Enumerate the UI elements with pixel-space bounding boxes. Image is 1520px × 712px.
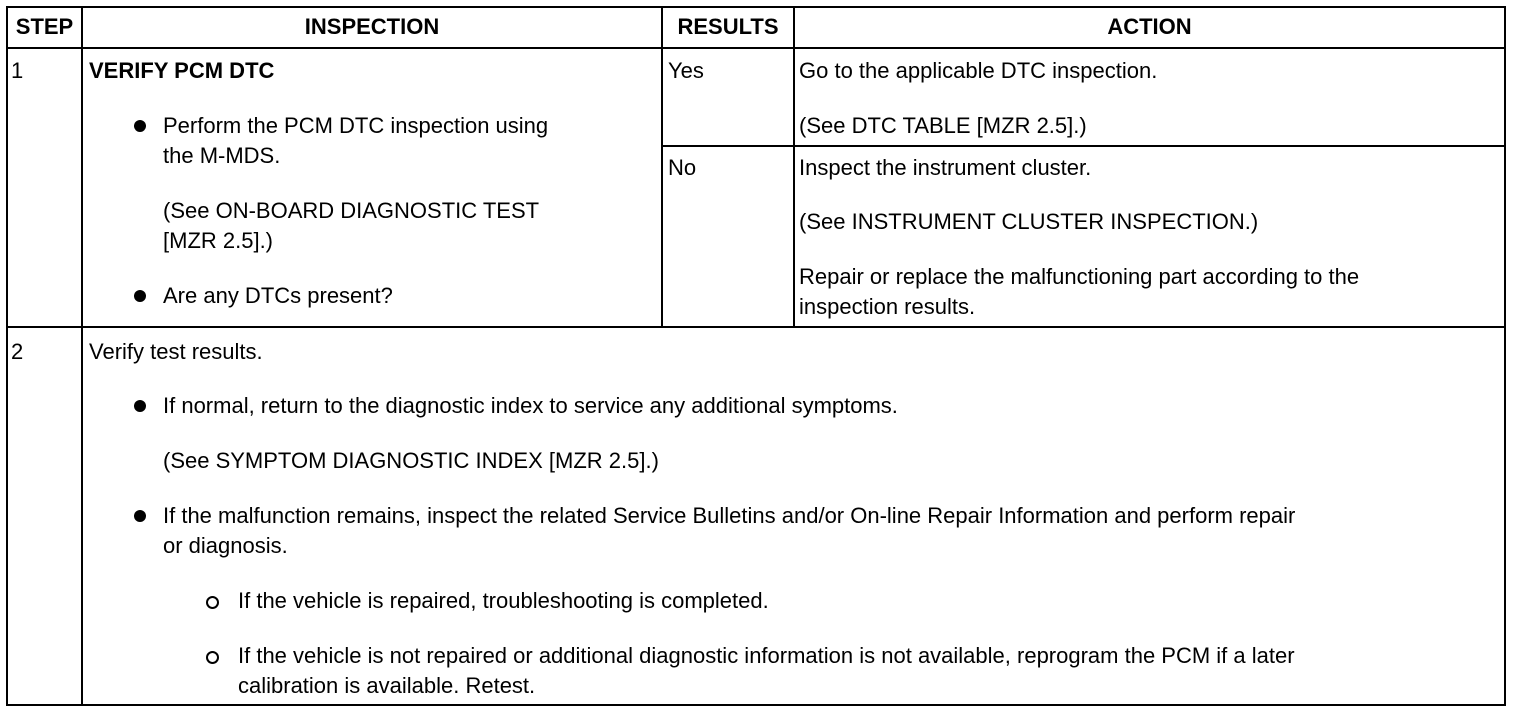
yes-action-1: Go to the applicable DTC inspection. [799,58,1158,83]
step1-title: VERIFY PCM DTC [89,58,275,83]
bullet-icon [134,290,146,302]
inspection-column-divider [661,6,663,328]
result-no: No [668,155,697,180]
header-action: ACTION [1107,14,1192,39]
step2-bullet2-line2: or diagnosis. [163,533,288,558]
step2-title: Verify test results. [89,339,263,364]
hollow-bullet-icon [206,596,219,609]
step2-bullet1: If normal, return to the diagnostic index to service any additional symptoms. [163,393,898,418]
step1-bottom-divider [6,326,1506,328]
no-action-1: Inspect the instrument cluster. [799,155,1092,180]
step1-bullet1-line1: Perform the PCM DTC inspection using [163,113,549,138]
step2-number: 2 [11,339,24,364]
bullet-icon [134,400,146,412]
yes-no-divider [661,145,1506,147]
header-results: RESULTS [677,14,779,39]
step1-ref-line2: [MZR 2.5].) [163,228,274,253]
step2-sub1: If the vehicle is repaired, troubleshooting is completed. [238,588,769,613]
step2-bullet2-line1: If the malfunction remains, inspect the related Service Bulletins and/or On-line Repair Information and perform repair [163,503,1296,528]
step1-number: 1 [11,58,24,83]
yes-action-2: (See DTC TABLE [MZR 2.5].) [799,113,1087,138]
bullet-icon [134,120,146,132]
hollow-bullet-icon [206,651,219,664]
step2-sub2-line2: calibration is available. Retest. [238,673,536,698]
header-inspection: INSPECTION [304,14,440,39]
no-action-2: (See INSTRUMENT CLUSTER INSPECTION.) [799,209,1259,234]
no-action-3-line1: Repair or replace the malfunctioning part according to the [799,264,1360,289]
step1-ref-line1: (See ON-BOARD DIAGNOSTIC TEST [163,198,540,223]
step2-sub2-line1: If the vehicle is not repaired or additional diagnostic information is not available, reprogram the PCM if a later [238,643,1295,668]
step1-bullet2: Are any DTCs present? [163,283,393,308]
header-step: STEP [15,14,74,39]
step1-bullet1-line2: the M-MDS. [163,143,281,168]
step2-ref1: (See SYMPTOM DIAGNOSTIC INDEX [MZR 2.5].) [163,448,659,473]
result-yes: Yes [668,58,704,83]
bullet-icon [134,510,146,522]
step-column-divider [81,6,83,706]
no-action-3-line2: inspection results. [799,294,976,319]
results-column-divider [793,6,795,328]
